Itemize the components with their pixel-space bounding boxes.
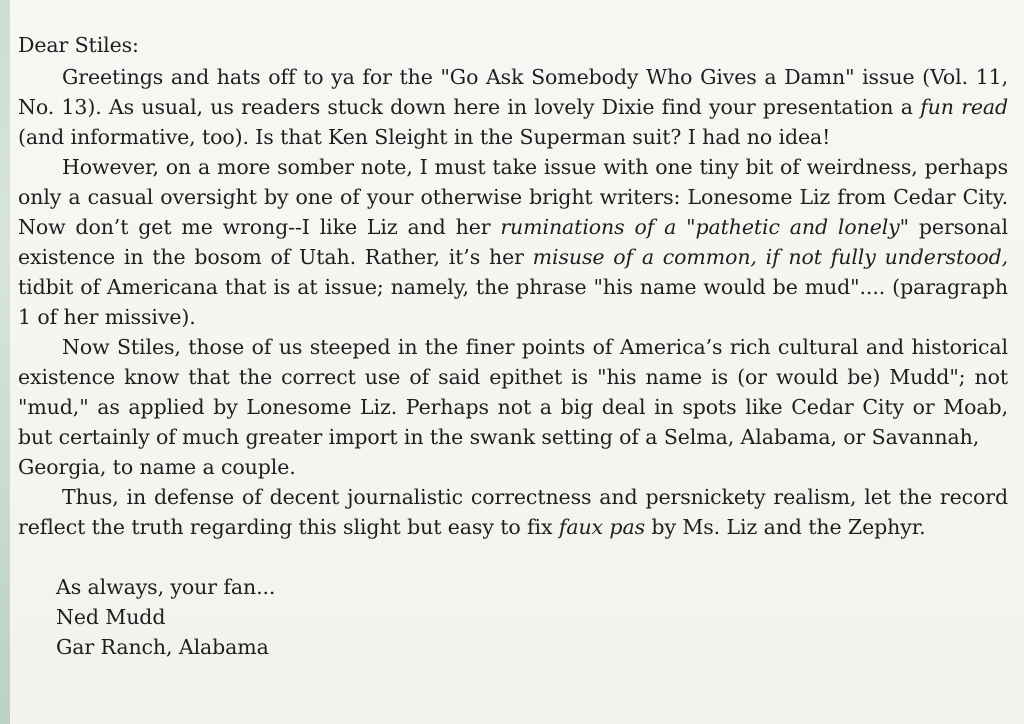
paragraph-1 [18,62,1008,152]
paragraph-2-italic-a: ruminations of a "pathetic and lonely" [500,215,909,239]
paragraph-1-italic: fun read [920,95,1008,119]
paragraph-3-tail: Georgia, to name a couple. [18,455,296,479]
paragraph-3: Now Stiles, those of us steeped in the finer points of America’s rich cultural and historical existence know that the correct use of said epithet is "his name is (or would be) Mudd"; not "mud," as applied by Lonesome Liz. Perhaps not a big deal in spots like Cedar City or Moab, but certainly of much greater import in the swank setting of a Selma, Alabama, or Savannah, [18,335,1008,449]
paragraph-2-italic-b: misuse of a common, if not fully understood, [532,245,1009,269]
letter-body [18,30,1008,662]
signature-name: Ned Mudd [56,605,166,629]
paragraph-4 [18,482,1008,542]
paragraph-2 [18,152,1008,332]
paragraph-4-text-b: by Ms. Liz and the Zephyr. [645,515,926,539]
paragraph-2-text-b: personal existence in the bosom of Utah. Rather, it’s her [18,215,1009,269]
paragraph-4-text-a: Thus, in defense of decent journalistic correctness and persnickety realism, let the record reflect the truth regarding this slight but easy to fix [18,485,1008,539]
paragraph-4-italic: faux pas [558,515,645,539]
closing-line: As always, your fan... [56,575,276,599]
salutation: Dear Stiles: [18,33,139,57]
page-edge-shadow [0,0,10,724]
paragraph-2-text-c: tidbit of Americana that is at issue; namely, the phrase "his name would be mud".... (paragraph 1 of her missive). [18,275,1008,329]
paragraph-2-text-a: However, on a more somber note, I must take issue with one tiny bit of weirdness, perhaps only a casual oversight by one of your otherwise bright writers: Lonesome Liz from Cedar City. Now don’t get me wrong--I like Liz and her [18,155,1008,239]
signature-block [18,572,1008,662]
signature-place: Gar Ranch, Alabama [56,635,269,659]
paragraph-1-text-a: Greetings and hats off to ya for the "Go Ask Somebody Who Gives a Damn" issue (Vol. 11, No. 13). As usual, us readers stuck down here in lovely Dixie find your presentation a [18,65,1008,119]
paragraph-1-text-b: (and informative, too). Is that Ken Sleight in the Superman suit? I had no idea! [18,125,831,149]
